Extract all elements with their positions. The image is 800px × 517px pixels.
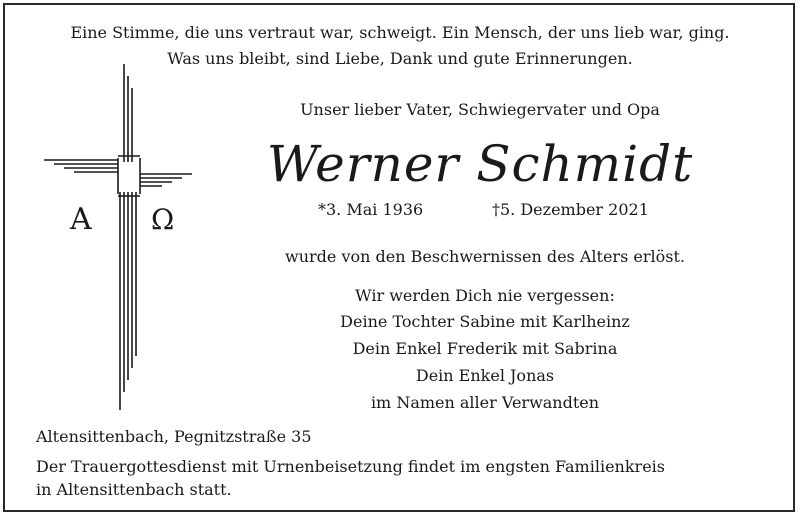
birth-date: *3. Mai 1936 bbox=[318, 200, 424, 219]
deceased-name: Werner Schmidt bbox=[266, 135, 694, 193]
omega-symbol: Ω bbox=[151, 203, 175, 236]
mourner-line: Dein Enkel Frederik mit Sabrina bbox=[352, 339, 618, 358]
mourner-line: Wir werden Dich nie vergessen: bbox=[355, 286, 615, 305]
address: Altensittenbach, Pegnitzstraße 35 bbox=[36, 427, 312, 446]
verse-line-1: Eine Stimme, die uns vertraut war, schweigt. Ein Mensch, der uns lieb war, ging. bbox=[70, 23, 730, 42]
mourner-line: Deine Tochter Sabine mit Karlheinz bbox=[340, 312, 630, 331]
intro-line: Unser lieber Vater, Schwiegervater und Opa bbox=[300, 100, 660, 119]
death-date: †5. Dezember 2021 bbox=[492, 200, 649, 219]
cross-icon bbox=[40, 62, 200, 414]
mourner-line: im Namen aller Verwandten bbox=[370, 393, 600, 412]
alpha-symbol: A bbox=[70, 202, 92, 237]
service-line-2: in Altensittenbach statt. bbox=[36, 480, 232, 499]
release-line: wurde von den Beschwernissen des Alters erlöst. bbox=[285, 247, 685, 266]
service-line-1: Der Trauergottesdienst mit Urnenbeisetzung findet im engsten Familienkreis bbox=[36, 457, 665, 476]
mourner-line: Dein Enkel Jonas bbox=[415, 366, 555, 385]
verse-line-2: Was uns bleibt, sind Liebe, Dank und gute Erinnerungen. bbox=[167, 49, 633, 68]
